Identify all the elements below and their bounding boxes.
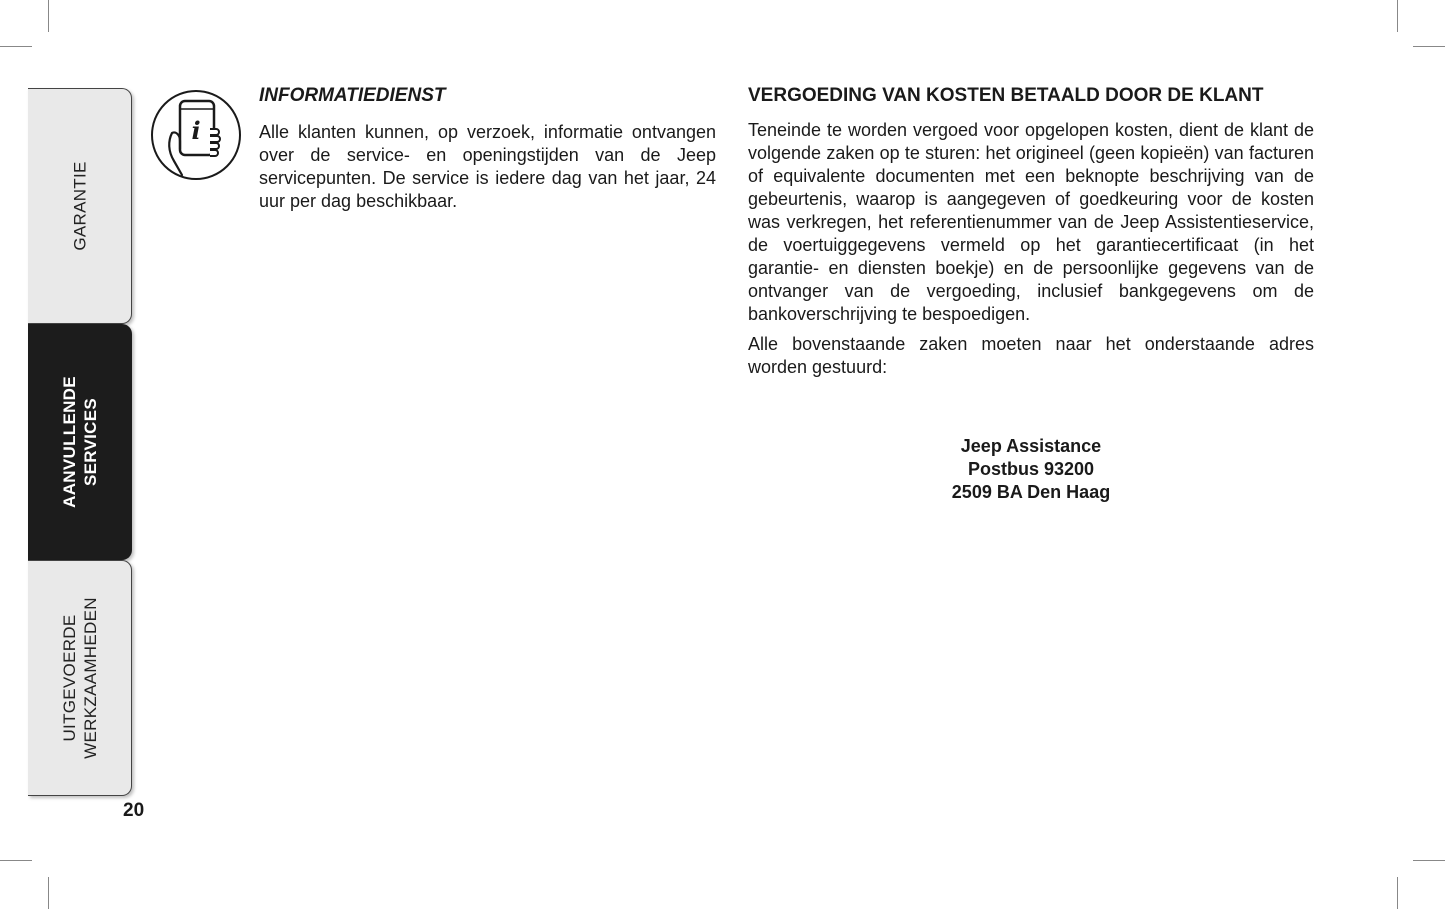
crop-mark [0,860,32,861]
section-title: VERGOEDING VAN KOSTEN BETAALD DOOR DE KLANT [748,85,1264,106]
crop-mark [1397,877,1398,909]
crop-mark [0,46,32,47]
page-number: 20 [123,800,145,821]
tab-label: GARANTIE [70,161,89,251]
tab-garantie[interactable] [28,88,132,324]
informatiedienst-body [150,121,716,213]
section-title: INFORMATIEDIENST [259,85,446,106]
address-line: Postbus 93200 [967,459,1095,479]
tab-label: UITGEVOERDE WERKZAAMHEDEN [59,597,100,759]
tab-aanvullende-services[interactable] [28,324,132,560]
svg-text:i: i [191,116,201,145]
informatiedienst-section [259,84,716,119]
address-line: Jeep Assistance [960,436,1102,456]
crop-mark [1413,860,1445,861]
address-block [748,435,1314,504]
crop-mark [48,0,49,32]
crop-mark [1413,46,1445,47]
crop-mark [1397,0,1398,32]
tab-label: AANVULLENDE SERVICES [59,376,100,508]
paragraph: Alle bovenstaande zaken moeten naar het onderstaande adres worden gestuurd: [748,334,1314,377]
paragraph: Alle klanten kunnen, op verzoek, informatie ontvangen over de service- en openingstijden van de Jeep servicepunten. De service is iedere dag van het jaar, 24 uur per dag beschikbaar. [259,122,716,211]
vergoeding-section [748,84,1314,379]
crop-mark [48,877,49,909]
paragraph: Teneinde te worden vergoed voor opgelopen kosten, dient de klant de volgende zaken op te sturen: het origineel (geen kopieën) van facturen of equivalente documenten met een beknopte beschrijving van de gebeurtenis, waarop is aangegeven of goedkeuring voor de kosten was verkregen, het referentienummer van de Jeep Assistentieservice, de voertuiggegevens vermeld op het garantiecertificaat (in het garantie- en diensten boekje) en de persoonlijke gegevens van de ontvanger van de vergoeding, inclusief bankgegevens om de bankoverschrijving te bespoedigen. [748,120,1314,324]
address-line: 2509 BA Den Haag [951,482,1111,502]
tab-uitgevoerde-werkzaamheden[interactable] [28,560,132,796]
